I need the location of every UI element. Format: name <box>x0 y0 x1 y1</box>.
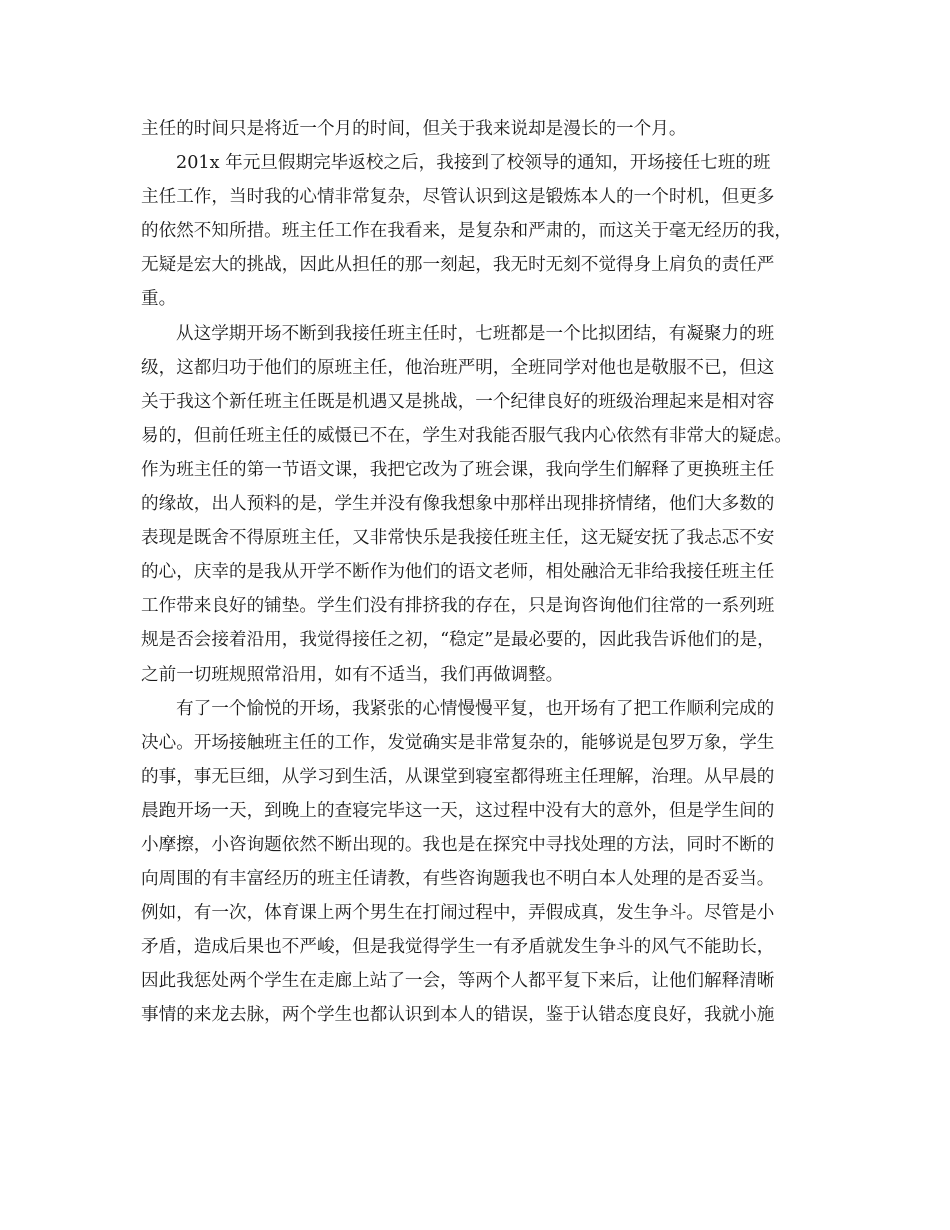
text-line: 例如，有一次，体育课上两个男生在打闹过程中，弄假成真，发生争斗。尽管是小 <box>141 903 775 924</box>
text-line: 作为班主任的第一节语文课，我把它改为了班会课，我向学生们解释了更换班主任 <box>141 459 775 480</box>
text-line: 的事，事无巨细，从学习到生活，从课堂到寝室都得班主任理解，治理。从早晨的 <box>141 766 775 787</box>
text-line: 关于我这个新任班主任既是机遇又是挑战，一个纪律良好的班级治理起来是相对容 <box>141 391 775 412</box>
text-line: 事情的来龙去脉，两个学生也都认识到本人的错误，鉴于认错态度良好，我就小施 <box>141 1005 775 1026</box>
text-line: 201x 年元旦假期完毕返校之后，我接到了校领导的通知，开场接任七班的班 <box>176 153 771 174</box>
text-line: 易的，但前任班主任的威慑已不在，学生对我能否服气我内心依然有非常大的疑虑。 <box>141 425 792 446</box>
paragraph-1 <box>141 112 823 146</box>
text-line: 之前一切班规照常沿用，如有不适当，我们再做调整。 <box>141 664 564 685</box>
text-line: 从这学期开场不断到我接任班主任时，七班都是一个比拟团结，有凝聚力的班 <box>176 323 775 344</box>
text-line: 矛盾，造成后果也不严峻，但是我觉得学生一有矛盾就发生争斗的风气不能助长， <box>141 937 775 958</box>
text-line: 决心。开场接触班主任的工作，发觉确实是非常复杂的，能够说是包罗万象，学生 <box>141 732 775 753</box>
text-line: 因此我惩处两个学生在走廊上站了一会，等两个人都平复下来后，让他们解释清晰 <box>141 971 775 992</box>
paragraph-4 <box>141 692 823 1033</box>
document-page <box>141 112 823 1033</box>
text-line: 有了一个愉悦的开场，我紧张的心情慢慢平复，也开场有了把工作顺利完成的 <box>176 698 775 719</box>
text-line: 向周围的有丰富经历的班主任请教，有些咨询题我也不明白本人处理的是否妥当。 <box>141 869 775 890</box>
text-line: 表现是既舍不得原班主任，又非常快乐是我接任班主任，这无疑安抚了我忐忑不安 <box>141 528 775 549</box>
text-line: 规是否会接着沿用，我觉得接任之初，“稳定”是最必要的，因此我告诉他们的是， <box>141 630 775 651</box>
text-line: 无疑是宏大的挑战，因此从担任的那一刻起，我无时无刻不觉得身上肩负的责任严 <box>141 255 775 276</box>
text-line: 的依然不知所措。班主任工作在我看来，是复杂和严肃的，而这关于毫无经历的我， <box>141 221 792 242</box>
text-line: 重。 <box>141 289 177 310</box>
text-line: 晨跑开场一天，到晚上的查寝完毕这一天，这过程中没有大的意外，但是学生间的 <box>141 800 775 821</box>
text-line: 小摩擦，小咨询题依然不断出现的。我也是在探究中寻找处理的方法，同时不断的 <box>141 834 775 855</box>
text-line: 的心，庆幸的是我从开学不断作为他们的语文老师，相处融洽无非给我接任班主任 <box>141 562 775 583</box>
paragraph-3 <box>141 317 823 692</box>
text-line: 工作带来良好的铺垫。学生们没有排挤我的存在，只是询咨询他们往常的一系列班 <box>141 596 775 617</box>
text-line: 主任的时间只是将近一个月的时间，但关于我来说却是漫长的一个月。 <box>141 119 687 139</box>
paragraph-2 <box>141 146 823 316</box>
text-line: 的缘故，出人预料的是，学生并没有像我想象中那样出现排挤情绪，他们大多数的 <box>141 494 775 515</box>
text-line: 主任工作，当时我的心情非常复杂，尽管认识到这是锻炼本人的一个时机，但更多 <box>141 187 775 208</box>
text-line: 级，这都归功于他们的原班主任，他治班严明，全班同学对他也是敬服不已，但这 <box>141 357 775 378</box>
